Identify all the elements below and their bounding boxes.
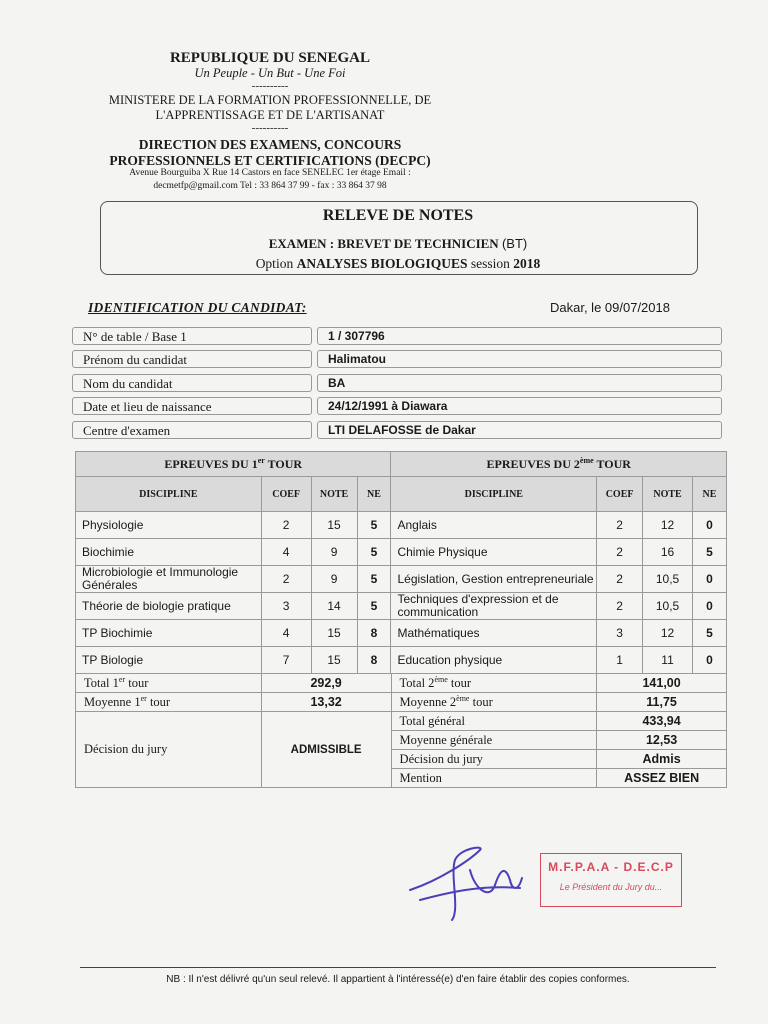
note-cell: 11 — [643, 647, 693, 674]
total2-label: Total 2ème tour — [391, 674, 597, 693]
ne-cell: 5 — [357, 566, 391, 593]
exam-prefix: EXAMEN : BREVET DE TECHNICIEN — [268, 236, 502, 251]
note-cell: 10,5 — [643, 593, 693, 620]
id-value: BA — [317, 374, 722, 392]
ne-cell: 8 — [357, 647, 391, 674]
coef-cell: 2 — [597, 539, 643, 566]
grades-table — [75, 451, 727, 674]
column-header-row — [76, 477, 727, 512]
discipline-cell: Chimie Physique — [391, 539, 597, 566]
discipline-cell: Biochimie — [76, 539, 262, 566]
id-label: N° de table / Base 1 — [72, 327, 312, 345]
moy-generale-label: Moyenne générale — [391, 731, 597, 750]
option-line — [100, 256, 696, 272]
address-line-1: Avenue Bourguiba X Rue 14 Castors en face SENELEC 1er étage Email : — [129, 168, 411, 178]
stamp-line-2: Le Président du Jury du... — [559, 882, 663, 892]
coef-cell: 4 — [261, 539, 311, 566]
session-label: session — [467, 256, 514, 271]
separator: ---------- — [251, 80, 289, 92]
mention-label: Mention — [391, 769, 597, 788]
col-coef: COEF — [597, 477, 643, 512]
total-general-label: Total général — [391, 712, 597, 731]
tour1-tail: TOUR — [264, 457, 303, 471]
moy2-label: Moyenne 2ème tour — [391, 693, 597, 712]
col-coef: COEF — [261, 477, 311, 512]
signature-icon — [400, 830, 550, 930]
id-value: 24/12/1991 à Diawara — [317, 397, 722, 415]
note-cell: 9 — [311, 566, 357, 593]
address-line-2: decmetfp@gmail.com Tel : 33 864 37 99 - fax : 33 864 37 98 — [153, 181, 387, 191]
note-cell: 12 — [643, 512, 693, 539]
id-row-exam-center — [72, 421, 722, 439]
note-cell: 14 — [311, 593, 357, 620]
direction-line-2: PROFESSIONNELS ET CERTIFICATIONS (DECPC) — [109, 153, 431, 168]
discipline-cell: Anglais — [391, 512, 597, 539]
coef-cell: 7 — [261, 647, 311, 674]
table-row — [76, 620, 727, 647]
tour2-sup: ème — [579, 456, 594, 465]
option-prefix: Option — [255, 256, 297, 271]
republic-title: REPUBLIQUE DU SENEGAL — [169, 50, 371, 66]
id-value: Halimatou — [317, 350, 722, 368]
decision2-label: Décision du jury — [391, 750, 597, 769]
totals-row — [76, 712, 727, 731]
col-note: NOTE — [311, 477, 357, 512]
discipline-cell: Microbiologie et Immunologie Générales — [76, 566, 262, 593]
tour2-header — [391, 452, 727, 477]
totals-table — [75, 673, 727, 788]
id-row-birth — [72, 397, 722, 415]
tour2-tail: TOUR — [593, 457, 631, 471]
footer-note: NB : Il n'est délivré qu'un seul relevé. Il appartient à l'intéressé(e) d'en faire établir des copies conformes. — [166, 974, 630, 985]
note-cell: 15 — [311, 620, 357, 647]
direction-name — [60, 137, 480, 169]
tour-header-row — [76, 452, 727, 477]
id-value: LTI DELAFOSSE de Dakar — [317, 421, 722, 439]
discipline-cell: Techniques d'expression et de communication — [391, 593, 597, 620]
id-label: Date et lieu de naissance — [72, 397, 312, 415]
decision1-value: ADMISSIBLE — [261, 712, 391, 788]
ministry-line-2: L'APPRENTISSAGE ET DE L'ARTISANAT — [155, 108, 385, 122]
discipline-cell: Education physique — [391, 647, 597, 674]
official-stamp — [540, 853, 682, 907]
table-row — [76, 593, 727, 620]
table-row — [76, 647, 727, 674]
ne-cell: 5 — [693, 539, 727, 566]
tour1-sup: er — [257, 456, 265, 465]
discipline-cell: TP Biochimie — [76, 620, 262, 647]
totals-row — [76, 693, 727, 712]
total1-value: 292,9 — [261, 674, 391, 693]
col-discipline: DISCIPLINE — [76, 477, 262, 512]
ne-cell: 8 — [357, 620, 391, 647]
stamp-line-1: M.F.P.A.A - D.E.C.P — [548, 860, 674, 874]
tour1-head-text: EPREUVES DU 1 — [164, 457, 258, 471]
decision1-label: Décision du jury — [76, 712, 262, 788]
total2-value: 141,00 — [597, 674, 727, 693]
col-discipline: DISCIPLINE — [391, 477, 597, 512]
id-label: Centre d'examen — [72, 421, 312, 439]
id-row-first-name — [72, 350, 722, 368]
discipline-cell: Mathématiques — [391, 620, 597, 647]
coef-cell: 2 — [597, 593, 643, 620]
ne-cell: 5 — [357, 512, 391, 539]
separator: ---------- — [251, 122, 289, 134]
mention-value: ASSEZ BIEN — [597, 769, 727, 788]
discipline-cell: Théorie de biologie pratique — [76, 593, 262, 620]
exam-suffix: (BT) — [501, 236, 528, 251]
table-row — [76, 539, 727, 566]
coef-cell: 2 — [597, 566, 643, 593]
note-cell: 16 — [643, 539, 693, 566]
moy1-label: Moyenne 1er tour — [76, 693, 262, 712]
address-block — [60, 167, 480, 193]
coef-cell: 3 — [261, 593, 311, 620]
total1-label: Total 1er tour — [76, 674, 262, 693]
coef-cell: 2 — [261, 512, 311, 539]
table-row — [76, 566, 727, 593]
ne-cell: 5 — [357, 593, 391, 620]
total-general-value: 433,94 — [597, 712, 727, 731]
table-row — [76, 512, 727, 539]
id-row-table-number — [72, 327, 722, 345]
moy2-value: 11,75 — [597, 693, 727, 712]
coef-cell: 2 — [597, 512, 643, 539]
ne-cell: 5 — [357, 539, 391, 566]
coef-cell: 1 — [597, 647, 643, 674]
ne-cell: 0 — [693, 566, 727, 593]
place-date: Dakar, le 09/07/2018 — [550, 300, 670, 315]
ministry-line-1: MINISTERE DE LA FORMATION PROFESSIONNELLE, DE — [108, 93, 432, 107]
ministry-name — [60, 93, 480, 123]
note-cell: 9 — [311, 539, 357, 566]
note-cell: 12 — [643, 620, 693, 647]
direction-line-1: DIRECTION DES EXAMENS, CONCOURS — [138, 137, 402, 152]
document-title: RELEVE DE NOTES — [322, 207, 474, 224]
col-note: NOTE — [643, 477, 693, 512]
totals-row — [76, 674, 727, 693]
note-cell: 15 — [311, 647, 357, 674]
coef-cell: 2 — [261, 566, 311, 593]
identification-heading: IDENTIFICATION DU CANDIDAT: — [88, 300, 307, 315]
option-name: ANALYSES BIOLOGIQUES — [296, 256, 468, 271]
id-label: Prénom du candidat — [72, 350, 312, 368]
ne-cell: 0 — [693, 647, 727, 674]
col-ne: NE — [357, 477, 391, 512]
note-cell: 10,5 — [643, 566, 693, 593]
moy1-value: 13,32 — [261, 693, 391, 712]
id-label: Nom du candidat — [72, 374, 312, 392]
coef-cell: 4 — [261, 620, 311, 647]
col-ne: NE — [693, 477, 727, 512]
coef-cell: 3 — [597, 620, 643, 647]
exam-line — [100, 236, 696, 252]
session-year: 2018 — [513, 256, 541, 271]
id-value: 1 / 307796 — [317, 327, 722, 345]
ne-cell: 0 — [693, 512, 727, 539]
national-motto: Un Peuple - Un But - Une Foi — [194, 66, 346, 80]
decision2-value: Admis — [597, 750, 727, 769]
ne-cell: 5 — [693, 620, 727, 647]
ne-cell: 0 — [693, 593, 727, 620]
note-cell: 15 — [311, 512, 357, 539]
discipline-cell: Législation, Gestion entrepreneuriale — [391, 566, 597, 593]
moy-generale-value: 12,53 — [597, 731, 727, 750]
discipline-cell: TP Biologie — [76, 647, 262, 674]
tour1-header — [76, 452, 391, 477]
footer-divider — [80, 967, 716, 968]
tour2-head-text: EPREUVES DU 2 — [486, 457, 580, 471]
id-row-last-name — [72, 374, 722, 392]
discipline-cell: Physiologie — [76, 512, 262, 539]
